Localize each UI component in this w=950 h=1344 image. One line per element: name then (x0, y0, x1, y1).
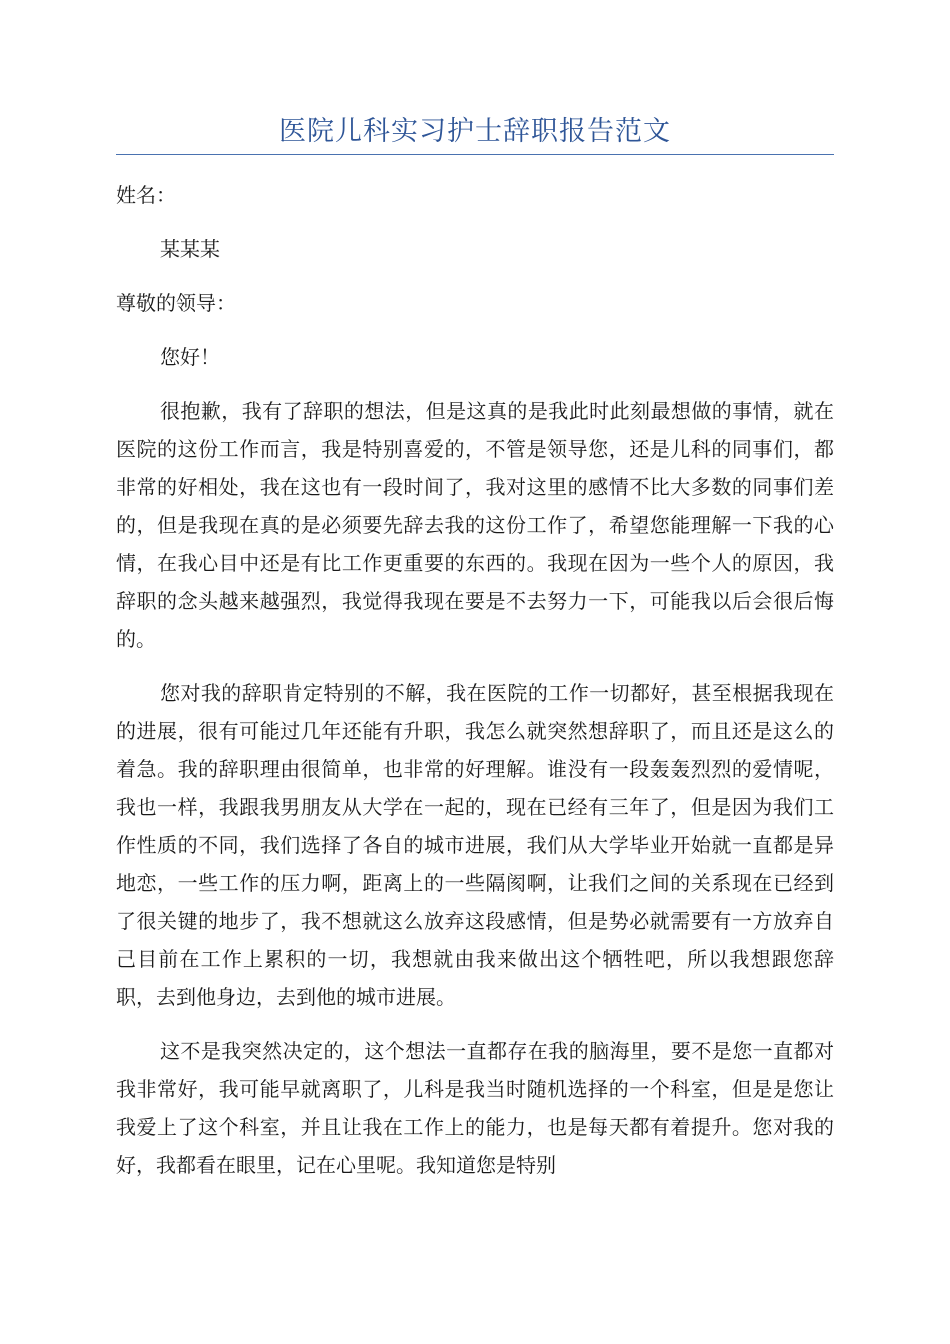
salutation: 尊敬的领导： (116, 291, 236, 315)
document-title: 医院儿科实习护士辞职报告范文 (279, 116, 671, 147)
paragraph-3: 这不是我突然决定的，这个想法一直都存在我的脑海里，要不是您一直都对我非常好，我可能早就离职了，儿科是我当时随机选择的一个科室，但是是您让我爱上了这个科室，并且让我在工作上的能力，也是每天都有着提升。您对我的好，我都看在眼里，记在心里呢。我知道您是特别 (116, 1039, 834, 1177)
title-underline (116, 154, 834, 155)
paragraph-2: 您对我的辞职肯定特别的不解，我在医院的工作一切都好，甚至根据我现在的进展，很有可能过几年还能有升职，我怎么就突然想辞职了，而且还是这么的着急。我的辞职理由很简单，也非常的好理解。谁没有一段轰轰烈烈的爱情呢，我也一样，我跟我男朋友从大学在一起的，现在已经有三年了，但是因为我们工作性质的不同，我们选择了各自的城市进展，我们从大学毕业开始就一直都是异地恋，一些工作的压力啊，距离上的一些隔阂啊，让我们之间的关系现在已经到了很关键的地步了，我不想就这么放弃这段感情，但是势必就需要有一方放弃自己目前在工作上累积的一切，我想就由我来做出这个牺牲吧，所以我想跟您辞职，去到他身边，去到他的城市进展。 (116, 681, 834, 1009)
name-label: 姓名： (116, 183, 176, 207)
paragraph-1: 很抱歉，我有了辞职的想法，但是这真的是我此时此刻最想做的事情，就在医院的这份工作而言，我是特别喜爱的，不管是领导您，还是儿科的同事们，都非常的好相处，我在这也有一段时间了，我对这里的感情不比大多数的同事们差的，但是我现在真的是必须要先辞去我的这份工作了，希望您能理解一下我的心情，在我心目中还是有比工作更重要的东西的。我现在因为一些个人的原因，我辞职的念头越来越强烈，我觉得我现在要是不去努力一下，可能我以后会很后悔的。 (116, 399, 834, 651)
greeting: 您好！ (160, 345, 220, 369)
document-body (116, 176, 834, 1200)
name-value: 某某某 (160, 237, 220, 261)
